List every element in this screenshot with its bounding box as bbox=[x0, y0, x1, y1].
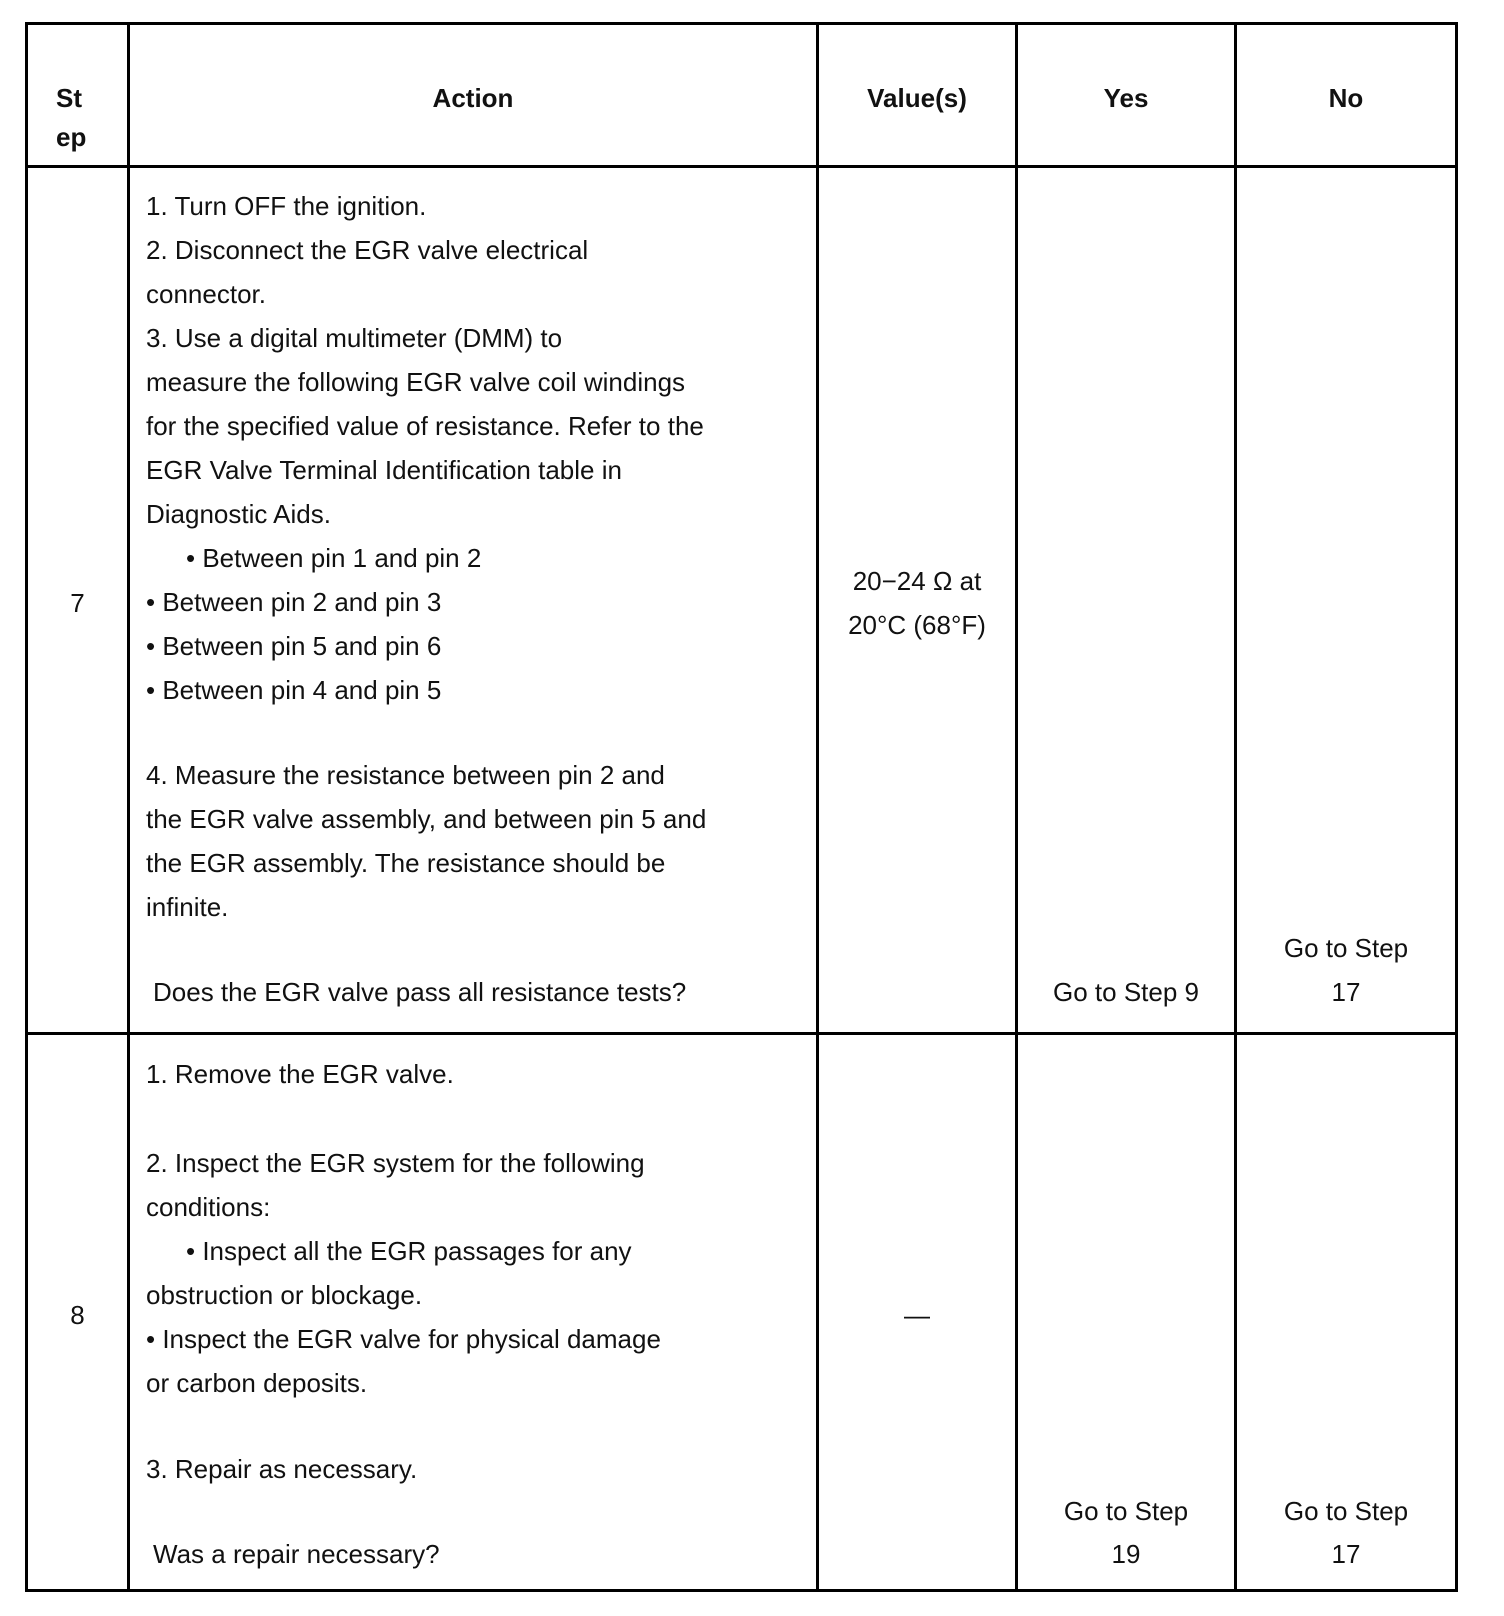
bullet-item: • Inspect all the EGR passages for any bbox=[186, 1236, 632, 1266]
bullet-item: • Between pin 2 and pin 3 bbox=[146, 587, 442, 617]
action-line: Diagnostic Aids. bbox=[146, 499, 331, 529]
no-line: 17 bbox=[1331, 977, 1361, 1007]
bullet-item: • Inspect the EGR valve for physical damage bbox=[146, 1324, 661, 1354]
step-number: 8 bbox=[70, 1300, 85, 1330]
header-divider bbox=[25, 165, 1458, 168]
column-divider-values bbox=[816, 22, 819, 1592]
value-line: — bbox=[904, 1300, 930, 1330]
table-border-right bbox=[1455, 22, 1458, 1592]
value-line: 20−24 Ω at bbox=[852, 566, 982, 596]
column-divider-action bbox=[127, 22, 130, 1592]
step-number: 7 bbox=[70, 588, 85, 618]
header-step-line1: St bbox=[56, 83, 82, 113]
action-line: 1. Turn OFF the ignition. bbox=[146, 191, 427, 221]
question: Does the EGR valve pass all resistance tests? bbox=[153, 977, 687, 1007]
action-line: or carbon deposits. bbox=[146, 1368, 368, 1398]
table-border-bottom bbox=[25, 1589, 1458, 1592]
action-line: obstruction or blockage. bbox=[146, 1280, 423, 1310]
bullet-item: • Between pin 4 and pin 5 bbox=[146, 675, 442, 705]
no-line: Go to Step bbox=[1283, 1496, 1409, 1526]
action-line: 2. Inspect the EGR system for the following bbox=[146, 1148, 645, 1178]
yes-cell: Go to Step 9 bbox=[1053, 977, 1199, 1007]
action-line: 3. Repair as necessary. bbox=[146, 1454, 418, 1484]
question: Was a repair necessary? bbox=[153, 1539, 440, 1569]
bullet-item: • Between pin 1 and pin 2 bbox=[186, 543, 482, 573]
row-divider bbox=[25, 1032, 1458, 1035]
header-values: Value(s) bbox=[867, 83, 967, 113]
header-step-line2: ep bbox=[56, 122, 87, 152]
table-border-left bbox=[25, 22, 28, 1592]
table-border-top bbox=[25, 22, 1458, 25]
action-line: the EGR assembly. The resistance should be bbox=[146, 848, 666, 878]
no-line: 17 bbox=[1331, 1539, 1361, 1569]
no-line: Go to Step bbox=[1283, 933, 1409, 963]
header-yes: Yes bbox=[1103, 83, 1149, 113]
action-line: EGR Valve Terminal Identification table in bbox=[146, 455, 622, 485]
action-line: 3. Use a digital multimeter (DMM) to bbox=[146, 323, 563, 353]
action-line: infinite. bbox=[146, 892, 229, 922]
value-line: 20°C (68°F) bbox=[848, 610, 986, 640]
yes-line: Go to Step bbox=[1063, 1496, 1189, 1526]
header-no: No bbox=[1328, 83, 1364, 113]
action-line: 4. Measure the resistance between pin 2 and bbox=[146, 760, 665, 790]
bullet-item: • Between pin 5 and pin 6 bbox=[146, 631, 442, 661]
action-line: conditions: bbox=[146, 1192, 271, 1222]
header-action: Action bbox=[432, 83, 514, 113]
action-line: for the specified value of resistance. Refer to the bbox=[146, 411, 704, 441]
action-line: 2. Disconnect the EGR valve electrical bbox=[146, 235, 589, 265]
yes-line: 19 bbox=[1111, 1539, 1141, 1569]
action-line: 1. Remove the EGR valve. bbox=[146, 1059, 454, 1089]
column-divider-yes bbox=[1015, 22, 1018, 1592]
action-line: the EGR valve assembly, and between pin 5 and bbox=[146, 804, 707, 834]
action-line: measure the following EGR valve coil windings bbox=[146, 367, 686, 397]
action-line: connector. bbox=[146, 279, 266, 309]
column-divider-no bbox=[1234, 22, 1237, 1592]
